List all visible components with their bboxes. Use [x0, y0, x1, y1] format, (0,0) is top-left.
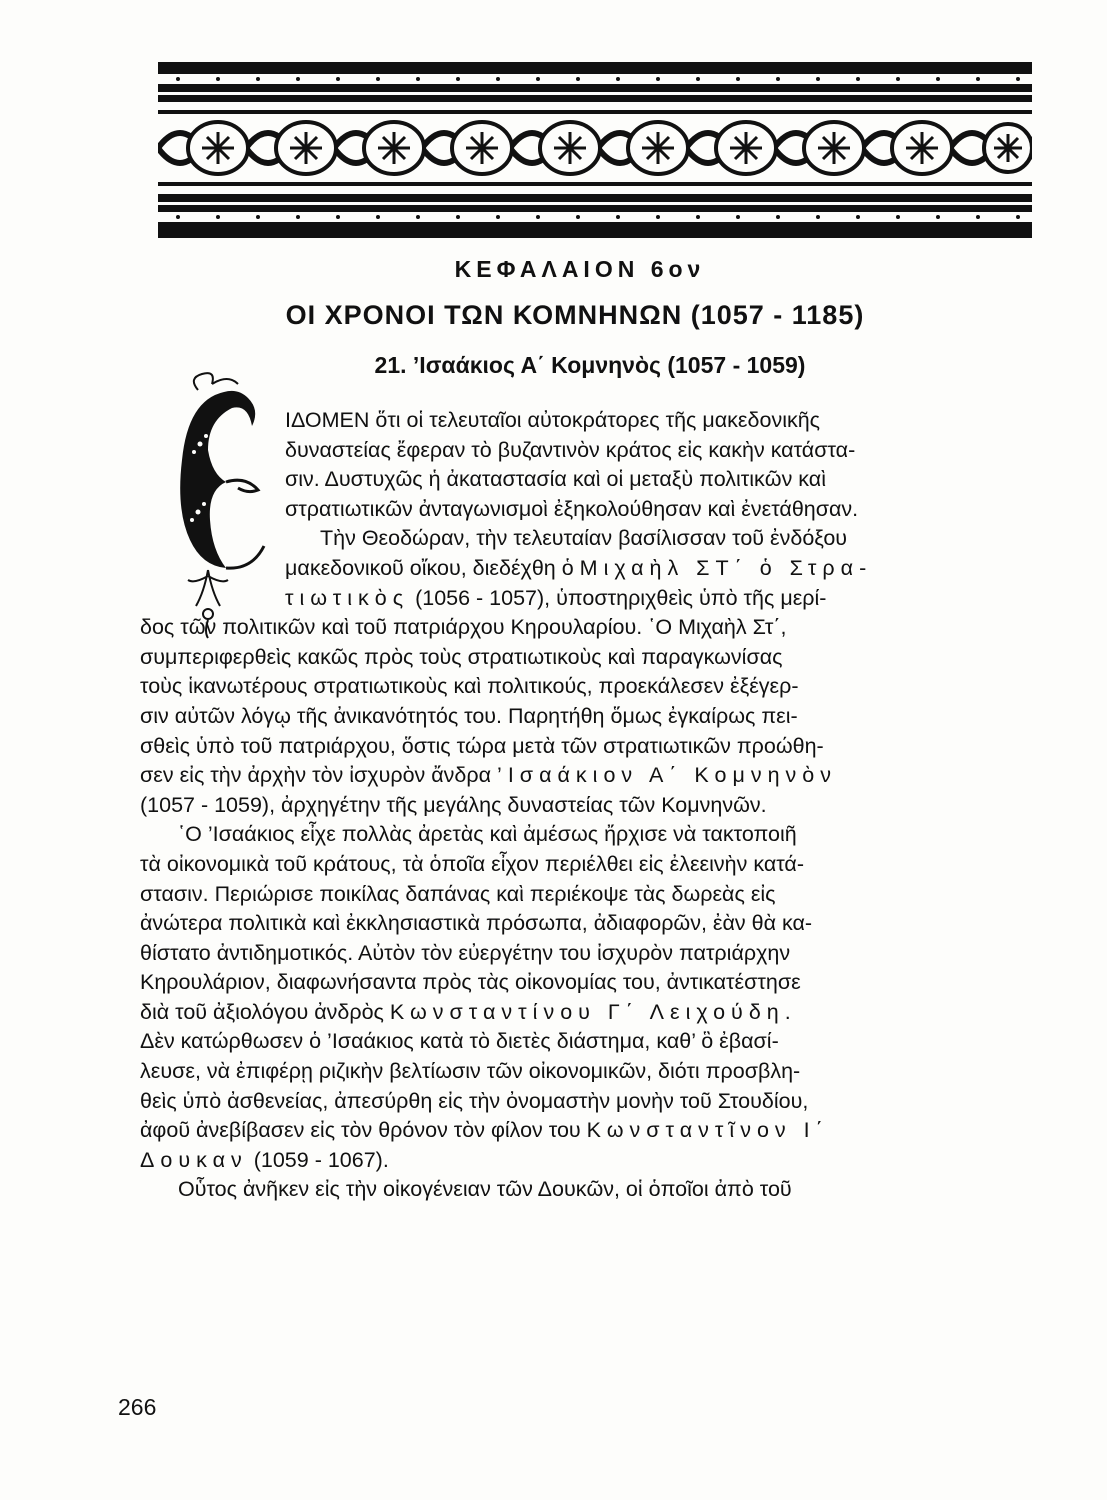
- person-name: Κωνσταντίνου Γ΄ Λειχούδη.: [389, 999, 797, 1024]
- text-fragment: (1056 - 1057), ὑποστηριχθεὶς ὑπὸ τῆς μερί-: [415, 585, 827, 610]
- text-line: στρατιωτικῶν ἀνταγωνισμοὶ ἐξηκολούθησαν καὶ ἐνετάθησαν.: [285, 496, 859, 521]
- text-line: συμπεριφερθεὶς κακῶς πρὸς τοὺς στρατιωτικοὺς καὶ παραγκωνίσας: [140, 644, 783, 669]
- dropcap-letter: Ε: [168, 370, 169, 371]
- text-line: στασιν. Περιώρισε ποικίλας δαπάνας καὶ περιέκοψε τὰς δωρεὰς εἰς: [140, 881, 776, 906]
- text-line: ΙΔΟΜΕΝ ὅτι οἱ τελευταῖοι αὐτοκράτορες τῆς μακεδονικῆς: [285, 408, 821, 432]
- text-line: τοὺς ἱκανωτέρους στρατιωτικοὺς καὶ πολιτικούς, προεκάλεσεν ἐξέγερ-: [140, 674, 799, 699]
- text-line: θεὶς ὑπὸ ἀσθενείας, ἀπεσύρθη εἰς τὴν ὀνομαστὴν μονὴν τοῦ Στουδίου,: [140, 1088, 809, 1113]
- person-name: τιωτικὸς: [285, 585, 410, 610]
- text-line: Κηρουλάριον, διαφωνήσαντα πρὸς τὰς οἰκονομίας του, ἀντικατέστησε: [140, 970, 801, 995]
- text-line: [140, 554, 1012, 584]
- text-line: [140, 761, 1012, 791]
- body-text: [140, 406, 1012, 1205]
- text-line: ἀνώτερα πολιτικὰ καὶ ἐκκλησιαστικὰ πρόσωπα, ἀδιαφορῶν, ἐὰν θὰ κα-: [140, 911, 813, 936]
- text-fragment: διὰ τοῦ ἀξιολόγου ἀνδρὸς: [140, 999, 384, 1024]
- text-line: [140, 584, 1012, 614]
- text-line: [140, 998, 1012, 1028]
- text-line: τὰ οἰκονομικὰ τοῦ κράτους, τὰ ὁποῖα εἶχον περιέλθει εἰς ἐλεεινὴν κατά-: [140, 851, 805, 876]
- text-fragment: μακεδονικοῦ οἴκου, διεδέχθη ὁ: [285, 555, 574, 580]
- text-line: [140, 1116, 1012, 1146]
- chapter-label: ΚΕΦΑΛΑΙΟΝ 6ον: [454, 256, 706, 282]
- text-line: Δὲν κατώρθωσεν ὁ ’Ισαάκιος κατὰ τὸ διετὲς διάστημα, καθ’ ὃ ἐβασί-: [140, 1029, 779, 1054]
- text-fragment: (1059 - 1067).: [253, 1147, 389, 1172]
- text-line: σθεὶς ὑπὸ τοῦ πατριάρχου, ὅστις τώρα μετὰ τῶν στρατιωτικῶν προώθη-: [140, 733, 824, 758]
- person-name: ’Ισαάκιον Α΄ Κομνηνὸν: [497, 763, 838, 788]
- text-line: λευσε, νὰ ἐπιφέρῃ ριζικὴν βελτίωσιν τῶν οἰκονομικῶν, διότι προσβλη-: [140, 1059, 801, 1084]
- text-fragment: σεν εἰς τὴν ἀρχὴν τὸν ἰσχυρὸν ἄνδρα: [140, 763, 492, 788]
- text-line: δυναστείας ἔφεραν τὸ βυζαντινὸν κράτος εἰς κακὴν κατάστα-: [285, 437, 856, 462]
- text-line: [140, 1146, 1012, 1176]
- text-line: δος τῶν πολιτικῶν καὶ τοῦ πατριάρχου Κηρουλαρίου. ῾Ο Μιχαὴλ Στ΄,: [140, 615, 787, 640]
- text-line: σιν. Δυστυχῶς ἡ ἀκαταστασία καὶ οἱ μεταξὺ πολιτικῶν καὶ: [285, 467, 826, 492]
- page-number: 266: [118, 1394, 157, 1420]
- ornamental-border-band: [158, 62, 1032, 238]
- text-line: Οὗτος ἀνῆκεν εἰς τὴν οἰκογένειαν τῶν Δουκῶν, οἱ ὁποῖοι ἀπὸ τοῦ: [178, 1177, 792, 1202]
- text-line: θίστατο ἀντιδημοτικός. Αὐτὸν τὸν εὐεργέτην του ἰσχυρὸν πατριάρχην: [140, 940, 791, 965]
- text-line: ῾Ο ’Ισαάκιος εἶχε πολλὰς ἀρετὰς καὶ ἀμέσως ἤρχισε νὰ τακτοποιῆ: [178, 822, 797, 847]
- text-fragment: ἀφοῦ ἀνεβίβασεν εἰς τὸν θρόνον τὸν φίλον του: [140, 1118, 581, 1143]
- text-line: Τὴν Θεοδώραν, τὴν τελευταίαν βασίλισσαν τοῦ ἐνδόξου: [320, 526, 848, 551]
- text-line: σιν αὐτῶν λόγῳ τῆς ἀνικανότητός του. Παρητήθη ὅμως ἐγκαίρως πει-: [140, 703, 798, 728]
- section-title: 21. ’Ισαάκιος Α΄ Κομνηνὸς (1057 - 1059): [374, 352, 806, 378]
- person-name: Μιχαὴλ ΣΤ΄ ὁ Στρα-: [579, 555, 873, 580]
- person-name: Κωνσταντῖνον Ι΄: [586, 1118, 829, 1143]
- person-name: Δουκαν: [140, 1147, 248, 1172]
- text-line: (1057 - 1059), ἀρχηγέτην τῆς μεγάλης δυναστείας τῶν Κομνηνῶν.: [140, 792, 767, 817]
- chapter-title: ΟΙ ΧΡΟΝΟΙ ΤΩΝ ΚΟΜΝΗΝΩΝ (1057 - 1185): [285, 300, 865, 330]
